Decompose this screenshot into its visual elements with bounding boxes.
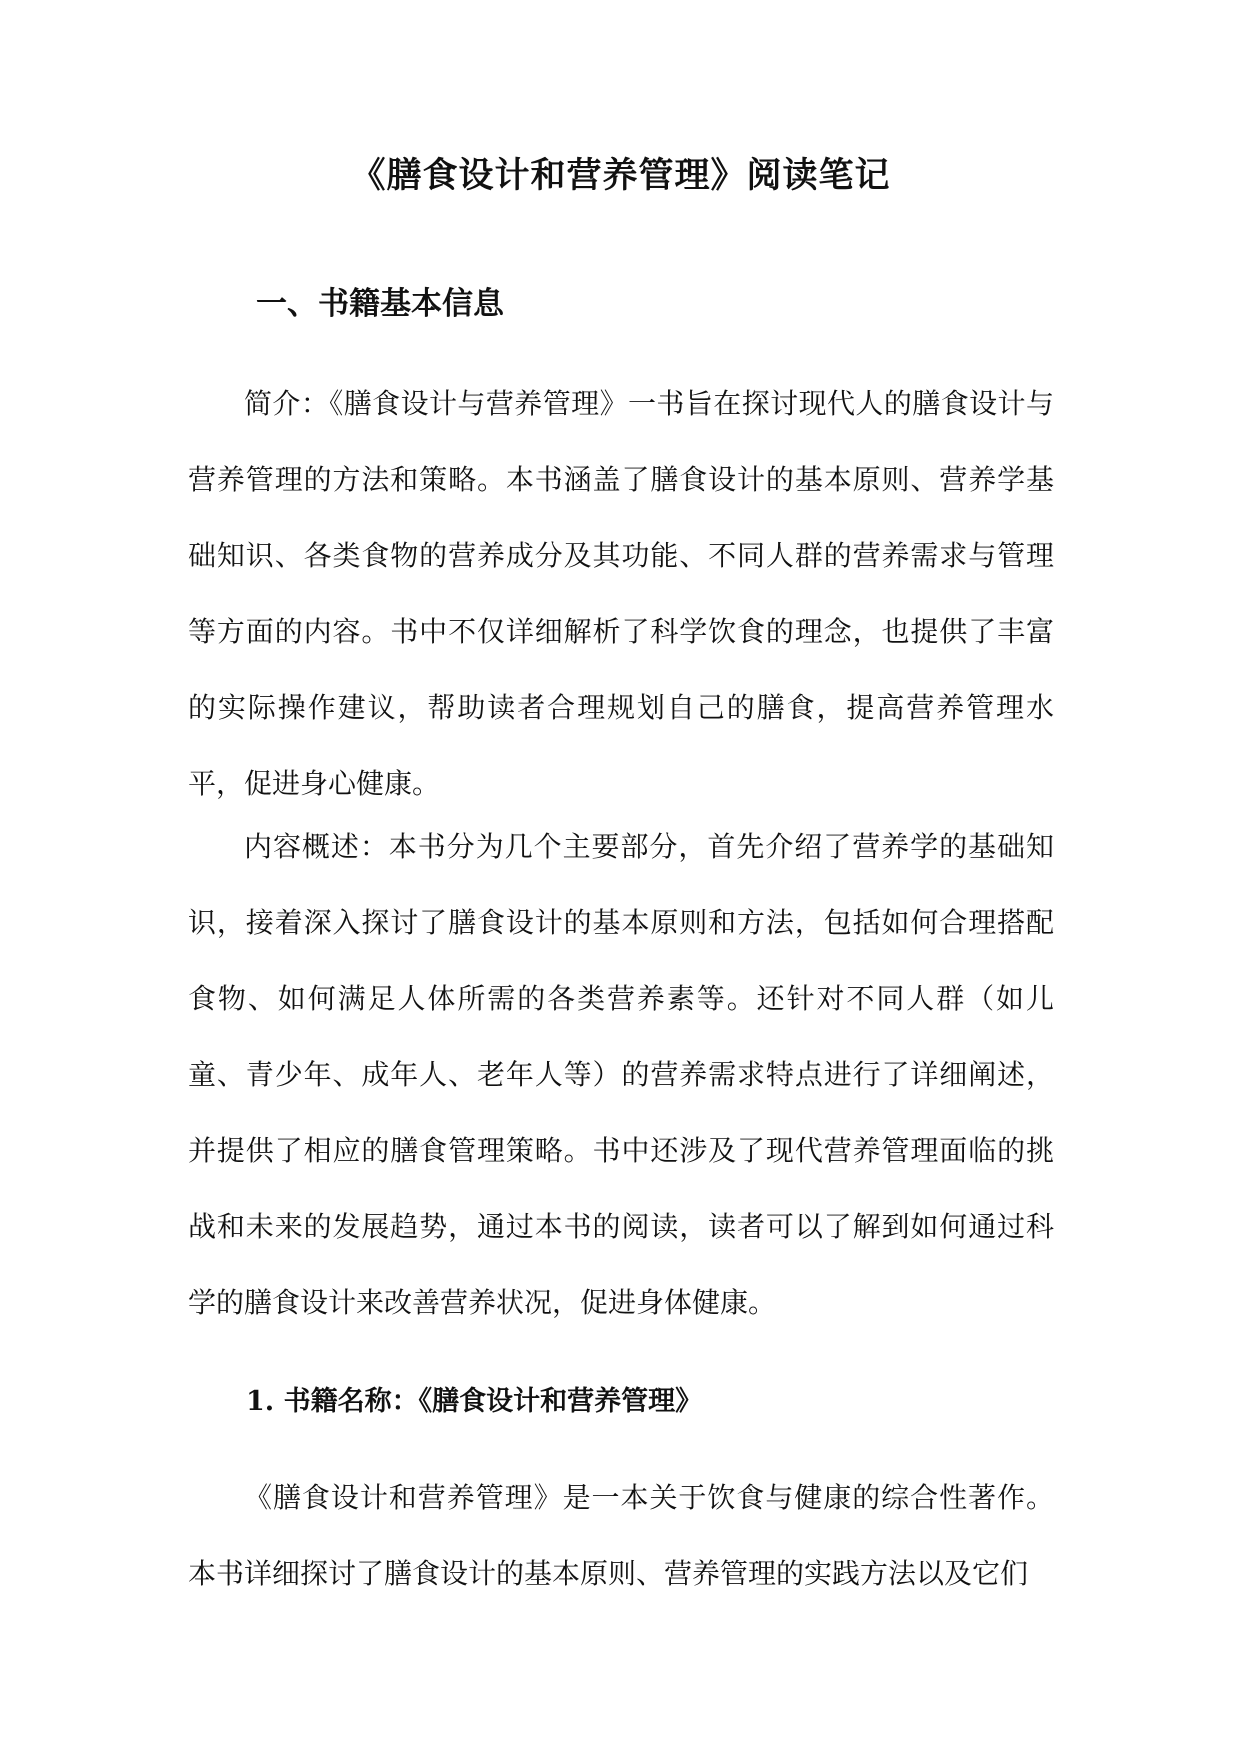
book-description-paragraph: 《膳食设计和营养管理》是一本关于饮食与健康的综合性著作。本书详细探讨了膳食设计的基本原则、营养管理的实践方法以及它们	[188, 1481, 1054, 1590]
document-title: 《膳食设计和营养管理》阅读笔记	[350, 155, 891, 196]
subsection-heading-book-name: 1. 书籍名称：《膳食设计和营养管理》	[246, 1386, 703, 1417]
section-heading-book-info: 一、书籍基本信息	[256, 286, 504, 322]
intro-paragraph: 简介：《膳食设计与营养管理》一书旨在探讨现代人的膳食设计与营养管理的方法和策略。本书涵盖了膳食设计的基本原则、营养学基础知识、各类食物的营养成分及其功能、不同人群的营养需求与管理等方面的内容。书中不仅详细解析了科学饮食的理念，也提供了丰富的实际操作建议，帮助读者合理规划自己的膳食，提高营养管理水平，促进身心健康。	[188, 387, 1054, 800]
overview-paragraph: 内容概述：本书分为几个主要部分，首先介绍了营养学的基础知识，接着深入探讨了膳食设计的基本原则和方法，包括如何合理搭配食物、如何满足人体所需的各类营养素等。还针对不同人群（如儿童、青少年、成年人、老年人等）的营养需求特点进行了详细阐述，并提供了相应的膳食管理策略。书中还涉及了现代营养管理面临的挑战和未来的发展趋势，通过本书的阅读，读者可以了解到如何通过科学的膳食设计来改善营养状况，促进身体健康。	[188, 830, 1054, 1319]
